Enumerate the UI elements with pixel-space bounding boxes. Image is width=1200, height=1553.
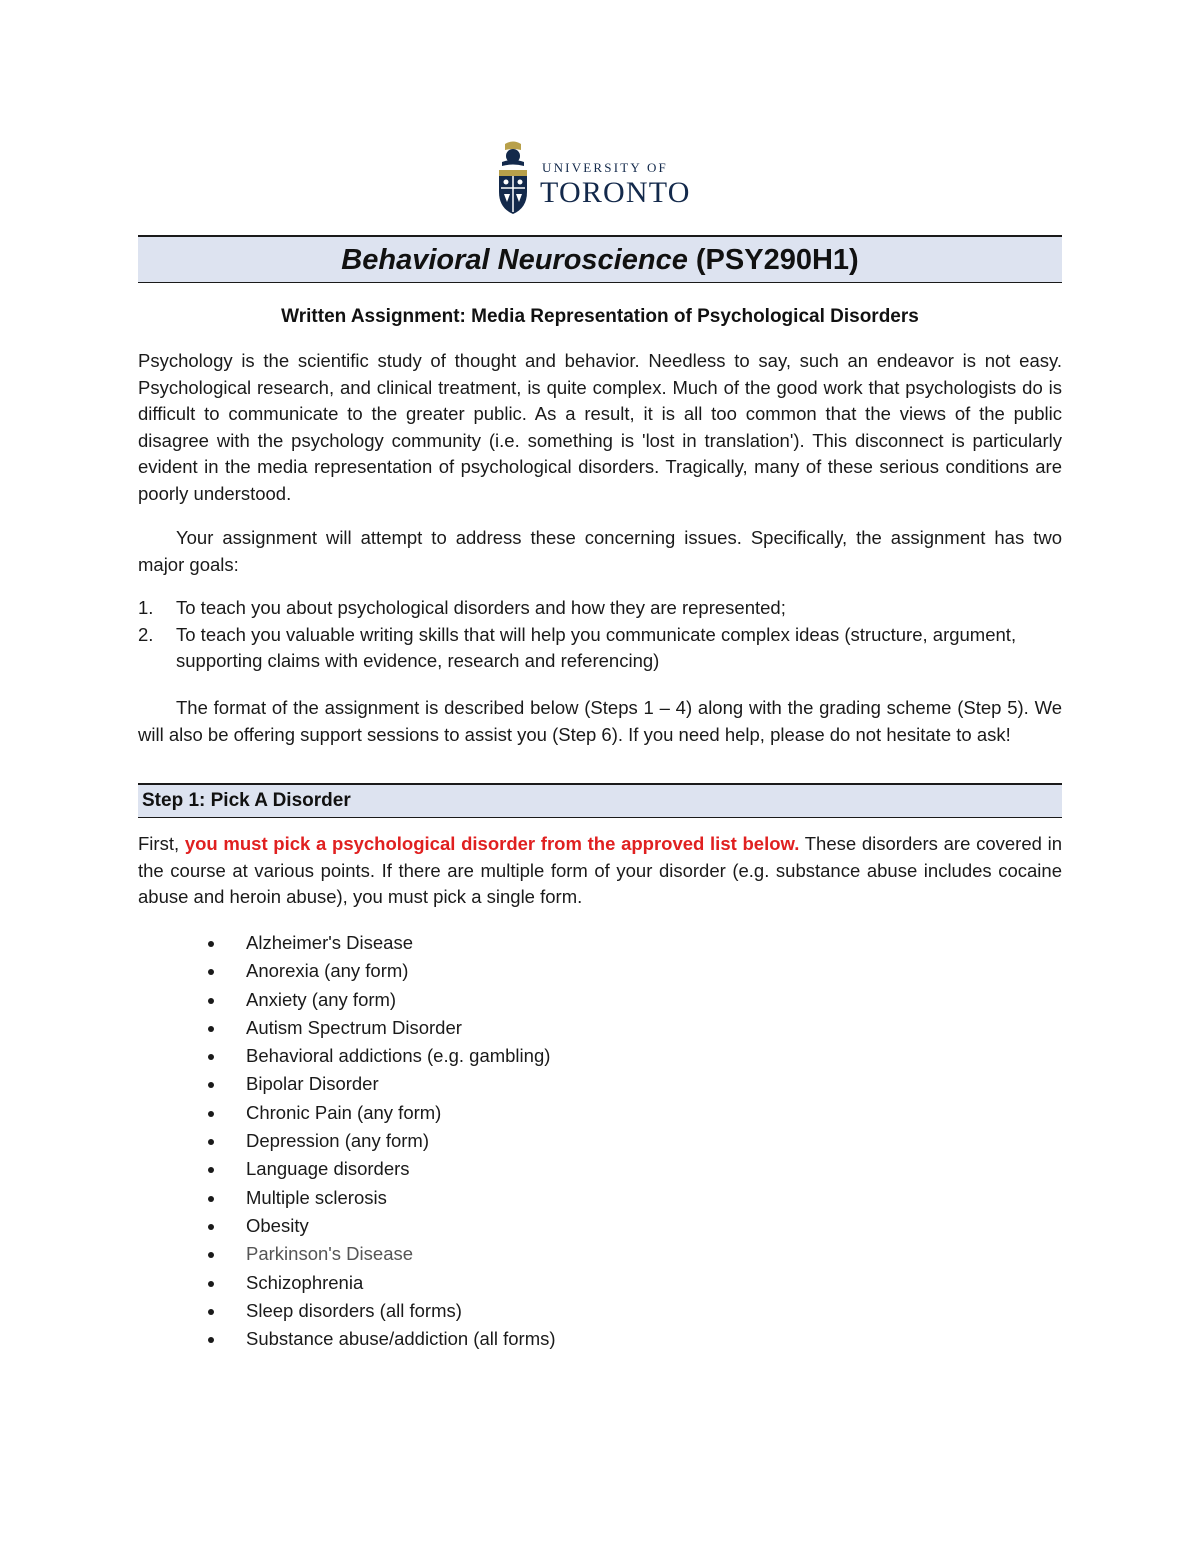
disorder-label: Depression (any form)	[246, 1130, 430, 1152]
list-item	[208, 1269, 556, 1297]
disorder-label: Schizophrenia	[246, 1271, 364, 1293]
disorder-label: Autism Spectrum Disorder	[246, 1016, 462, 1038]
bullet-icon	[208, 1111, 214, 1117]
course-code: (PSY290H1)	[687, 244, 859, 276]
disorder-label: Behavioral addictions (e.g. gambling)	[246, 1045, 551, 1067]
bullet-icon	[208, 1224, 214, 1230]
disorder-label: Parkinson's Disease	[246, 1243, 414, 1265]
bullet-icon	[208, 1196, 214, 1202]
step1-text-before: First,	[138, 833, 185, 854]
disorder-label: Multiple sclerosis	[246, 1186, 387, 1208]
disorder-label: Bipolar Disorder	[246, 1073, 379, 1095]
logo-university-of: UNIVERSITY OF	[542, 160, 668, 175]
disorder-label: Obesity	[246, 1214, 309, 1236]
list-item-text: To teach you about psychological disorders and how they are represented;	[176, 597, 786, 618]
disorder-label: Substance abuse/addiction (all forms)	[246, 1328, 556, 1350]
step1-text-after: These disorders are covered in the course at various points. If there are multiple form of your disorder (e.g. substance abuse includes cocaine abuse and heroin abuse), you must pick a single form.	[138, 833, 1062, 907]
intro-paragraph: Psychology is the scientific study of thought and behavior. Needless to say, such an endeavor is not easy. Psychological research, and clinical treatment, is quite complex. Much of the good work that psychologists do is difficult to communicate to the greater public. As a result, it is all too common that the views of the public disagree with the psychology community (i.e. something is 'lost in translation'). This disconnect is particularly evident in the media representation of psychological disorders. Tragically, many of these serious conditions are poorly understood.	[138, 350, 1062, 504]
list-item	[208, 1184, 556, 1212]
list-number: 1.	[138, 597, 154, 618]
bullet-icon	[208, 1252, 214, 1258]
disorder-label: Chronic Pain (any form)	[246, 1101, 442, 1123]
list-item	[208, 929, 556, 957]
bullet-icon	[208, 941, 214, 947]
course-name: Behavioral Neuroscience	[341, 244, 688, 276]
bullet-icon	[208, 998, 214, 1004]
bullet-icon	[208, 1082, 214, 1088]
bullet-icon	[208, 1309, 214, 1315]
disorder-label: Language disorders	[246, 1158, 410, 1180]
university-logo	[496, 138, 706, 218]
logo-toronto: TORONTO	[540, 176, 691, 209]
goals-list	[138, 595, 1062, 675]
disorder-label: Anxiety (any form)	[246, 988, 397, 1010]
disorder-label: Sleep disorders (all forms)	[246, 1299, 462, 1321]
goals-intro-paragraph: Your assignment will attempt to address these concerning issues. Specifically, the assignment has two major goals:	[138, 527, 1062, 575]
list-item	[138, 595, 1062, 622]
list-item	[208, 1155, 556, 1183]
list-item	[208, 1042, 556, 1070]
step1-heading: Step 1: Pick A Disorder	[138, 783, 1062, 818]
list-item-text: To teach you valuable writing skills that will help you communicate complex ideas (structure, argument, supporting claims with evidence, research and referencing)	[176, 623, 1017, 671]
list-item	[208, 1014, 556, 1042]
list-item	[208, 1212, 556, 1240]
bullet-icon	[208, 1139, 214, 1145]
list-item	[208, 1325, 556, 1353]
step1-paragraph	[138, 831, 1062, 911]
disorder-label: Alzheimer's Disease	[246, 932, 414, 953]
assignment-subtitle: Written Assignment: Media Representation of Psychological Disorders	[281, 306, 919, 327]
list-item	[208, 1240, 556, 1268]
list-number: 2.	[138, 623, 154, 645]
bullet-icon	[208, 969, 214, 975]
bullet-icon	[208, 1054, 214, 1060]
format-paragraph: The format of the assignment is described below (Steps 1 – 4) along with the grading scheme (Step 5). We will also be offering support sessions to assist you (Step 6). If you need help, please do not hesitate to ask!	[138, 697, 1062, 745]
disorder-label: Anorexia (any form)	[246, 960, 409, 982]
step1-highlight: you must pick a psychological disorder from the approved list below.	[184, 833, 800, 854]
list-item	[208, 986, 556, 1014]
list-item	[208, 1297, 556, 1325]
list-item	[208, 1070, 556, 1098]
list-item	[138, 622, 1062, 675]
bullet-icon	[208, 1026, 214, 1032]
bullet-icon	[208, 1281, 214, 1287]
bullet-icon	[208, 1167, 214, 1173]
list-item	[208, 1127, 556, 1155]
bullet-icon	[208, 1337, 214, 1343]
list-item	[208, 1099, 556, 1127]
disorders-list	[208, 929, 556, 1353]
list-item	[208, 957, 556, 985]
crest-icon	[496, 140, 530, 216]
course-title	[138, 235, 1062, 283]
